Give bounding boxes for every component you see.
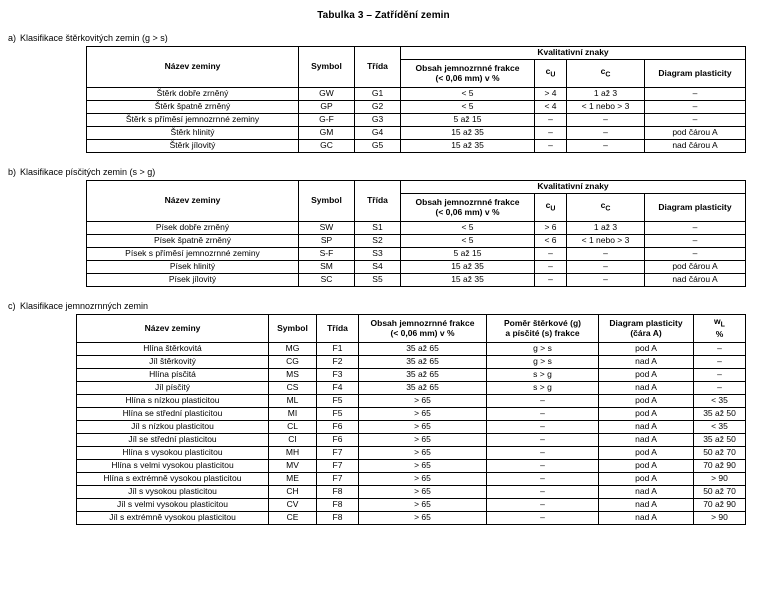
cell-pomer: – xyxy=(487,460,599,473)
cell-wl: 50 až 70 xyxy=(694,447,746,460)
cell-obsah: 15 až 35 xyxy=(401,274,535,287)
cell-cc: < 1 nebo > 3 xyxy=(567,235,645,248)
col-name: Název zeminy xyxy=(87,181,299,222)
cell-cc: – xyxy=(567,248,645,261)
col-obsah-frakce: Obsah jemnozrnné frakce (< 0,06 mm) v % xyxy=(401,60,535,88)
cell-cc: – xyxy=(567,261,645,274)
cell-diagram: nad A xyxy=(599,499,694,512)
table-header-row xyxy=(87,181,746,194)
col-pomer-frakce: Poměr štěrkové (g) a písčité (s) frakce xyxy=(487,315,599,343)
col-name: Název zeminy xyxy=(77,315,269,343)
cell-cu: < 4 xyxy=(535,101,567,114)
cell-obsah: > 65 xyxy=(359,499,487,512)
table-row xyxy=(77,460,746,473)
cell-name: Hlína s nízkou plasticitou xyxy=(77,395,269,408)
table-row xyxy=(77,343,746,356)
cell-name: Štěrk hlinitý xyxy=(87,127,299,140)
cell-obsah: 15 až 35 xyxy=(401,127,535,140)
cell-diagram: nad čárou A xyxy=(645,140,746,153)
cell-name: Písek hlinitý xyxy=(87,261,299,274)
cell-symbol: SM xyxy=(299,261,355,274)
cell-pomer: g > s xyxy=(487,356,599,369)
cell-name: Jíl s vysokou plasticitou xyxy=(77,486,269,499)
col-symbol: Symbol xyxy=(269,315,317,343)
cell-obsah: < 5 xyxy=(401,222,535,235)
cell-name: Jíl se střední plasticitou xyxy=(77,434,269,447)
cell-name: Jíl s extrémně vysokou plasticitou xyxy=(77,512,269,525)
section-a-label xyxy=(8,33,767,43)
cell-trida: G5 xyxy=(355,140,401,153)
page-title: Tabulka 3 – Zatřídění zemin xyxy=(317,10,450,21)
table-row xyxy=(77,356,746,369)
cell-wl: < 35 xyxy=(694,421,746,434)
cell-name: Jíl štěrkovitý xyxy=(77,356,269,369)
cell-symbol: SW xyxy=(299,222,355,235)
cell-trida: F7 xyxy=(317,460,359,473)
cell-obsah: > 65 xyxy=(359,460,487,473)
cell-trida: G2 xyxy=(355,101,401,114)
cell-wl: – xyxy=(694,382,746,395)
col-cc: $c_C$ xyxy=(567,60,645,88)
cell-symbol: S-F xyxy=(299,248,355,261)
cell-obsah: 35 až 65 xyxy=(359,356,487,369)
cell-trida: G1 xyxy=(355,88,401,101)
table-row xyxy=(87,101,746,114)
col-symbol: Symbol xyxy=(299,47,355,88)
table-row xyxy=(87,140,746,153)
table-row xyxy=(77,512,746,525)
cell-symbol: MI xyxy=(269,408,317,421)
cell-diagram: nad A xyxy=(599,382,694,395)
cell-wl: 50 až 70 xyxy=(694,486,746,499)
cell-obsah: > 65 xyxy=(359,395,487,408)
cell-trida: F8 xyxy=(317,512,359,525)
cell-symbol: GP xyxy=(299,101,355,114)
cell-trida: S2 xyxy=(355,235,401,248)
cell-obsah: < 5 xyxy=(401,88,535,101)
col-diagram-plasticity: Diagram plasticity xyxy=(645,60,746,88)
cell-name: Štěrk s příměsí jemnozrnné zeminy xyxy=(87,114,299,127)
cell-diagram: nad čárou A xyxy=(645,274,746,287)
cell-diagram: – xyxy=(645,88,746,101)
cell-trida: F4 xyxy=(317,382,359,395)
cell-trida: S3 xyxy=(355,248,401,261)
table-row xyxy=(77,369,746,382)
cell-cu: – xyxy=(535,274,567,287)
cell-wl: – xyxy=(694,356,746,369)
cell-name: Jíl s velmi vysokou plasticitou xyxy=(77,499,269,512)
table-row xyxy=(77,382,746,395)
cell-wl: 70 až 90 xyxy=(694,499,746,512)
col-kvalitativni-znaky: Kvalitativní znaky xyxy=(401,47,746,60)
table-row xyxy=(87,274,746,287)
cell-trida: F7 xyxy=(317,473,359,486)
cell-obsah: 35 až 65 xyxy=(359,382,487,395)
cell-pomer: – xyxy=(487,499,599,512)
cell-name: Hlína písčitá xyxy=(77,369,269,382)
cell-symbol: MG xyxy=(269,343,317,356)
section-a xyxy=(0,33,767,153)
cell-cc: < 1 nebo > 3 xyxy=(567,101,645,114)
table-row xyxy=(87,88,746,101)
cell-name: Štěrk špatně zrněný xyxy=(87,101,299,114)
cell-trida: F5 xyxy=(317,395,359,408)
cell-symbol: SP xyxy=(299,235,355,248)
cell-cc: – xyxy=(567,140,645,153)
table-row xyxy=(87,222,746,235)
cell-trida: F1 xyxy=(317,343,359,356)
cell-obsah: 15 až 35 xyxy=(401,140,535,153)
cell-trida: F3 xyxy=(317,369,359,382)
cell-name: Štěrk dobře zrněný xyxy=(87,88,299,101)
cell-name: Hlína s velmi vysokou plasticitou xyxy=(77,460,269,473)
section-c-caption: Klasifikace jemnozrnných zemin xyxy=(20,301,149,311)
cell-wl: 35 až 50 xyxy=(694,434,746,447)
cell-symbol: CE xyxy=(269,512,317,525)
cell-pomer: – xyxy=(487,486,599,499)
col-kvalitativni-znaky: Kvalitativní znaky xyxy=(401,181,746,194)
cell-symbol: GC xyxy=(299,140,355,153)
col-trida: Třída xyxy=(355,181,401,222)
cell-obsah: 5 až 15 xyxy=(401,114,535,127)
cell-symbol: CS xyxy=(269,382,317,395)
cell-wl: 70 až 90 xyxy=(694,460,746,473)
cell-obsah: 5 až 15 xyxy=(401,248,535,261)
cell-diagram: pod A xyxy=(599,395,694,408)
cell-diagram: pod A xyxy=(599,369,694,382)
cell-diagram: pod A xyxy=(599,473,694,486)
section-b-caption: Klasifikace písčitých zemin (s > g) xyxy=(20,167,156,177)
table-row xyxy=(77,486,746,499)
section-c-label xyxy=(8,301,767,311)
cell-symbol: MS xyxy=(269,369,317,382)
cell-diagram: – xyxy=(645,114,746,127)
cell-cu: – xyxy=(535,261,567,274)
section-a-caption: Klasifikace štěrkovitých zemin (g > s) xyxy=(20,33,168,43)
cell-symbol: CI xyxy=(269,434,317,447)
cell-diagram: nad A xyxy=(599,434,694,447)
cell-diagram: nad A xyxy=(599,486,694,499)
cell-trida: S4 xyxy=(355,261,401,274)
col-diagram-plasticity: Diagram plasticity (čára A) xyxy=(599,315,694,343)
cell-cc: 1 až 3 xyxy=(567,222,645,235)
cell-obsah: < 5 xyxy=(401,101,535,114)
cell-name: Jíl písčitý xyxy=(77,382,269,395)
cell-symbol: G-F xyxy=(299,114,355,127)
cell-obsah: 15 až 35 xyxy=(401,261,535,274)
cell-wl: 35 až 50 xyxy=(694,408,746,421)
cell-obsah: > 65 xyxy=(359,473,487,486)
cell-symbol: MV xyxy=(269,460,317,473)
cell-diagram: pod A xyxy=(599,447,694,460)
table-row xyxy=(77,421,746,434)
col-obsah-frakce: Obsah jemnozrnné frakce (< 0,06 mm) v % xyxy=(401,194,535,222)
table-header-row xyxy=(87,47,746,60)
cell-obsah: > 65 xyxy=(359,408,487,421)
cell-trida: G3 xyxy=(355,114,401,127)
cell-trida: S5 xyxy=(355,274,401,287)
cell-symbol: CL xyxy=(269,421,317,434)
section-c xyxy=(0,301,767,525)
table-row xyxy=(77,395,746,408)
col-symbol: Symbol xyxy=(299,181,355,222)
cell-trida: F8 xyxy=(317,499,359,512)
cell-diagram: nad A xyxy=(599,512,694,525)
section-b-letter: b) xyxy=(8,167,17,177)
cell-obsah: 35 až 65 xyxy=(359,369,487,382)
col-trida: Třída xyxy=(355,47,401,88)
cell-trida: S1 xyxy=(355,222,401,235)
cell-trida: F2 xyxy=(317,356,359,369)
section-c-letter: c) xyxy=(8,301,16,311)
section-b-label xyxy=(8,167,767,177)
cell-wl: < 35 xyxy=(694,395,746,408)
col-wl: $w_L$ % xyxy=(694,315,746,343)
col-cu: $c_U$ xyxy=(535,60,567,88)
cell-name: Štěrk jílovitý xyxy=(87,140,299,153)
cell-name: Písek dobře zrněný xyxy=(87,222,299,235)
section-b xyxy=(0,167,767,287)
cell-symbol: CH xyxy=(269,486,317,499)
cell-cc: – xyxy=(567,274,645,287)
table-row xyxy=(77,473,746,486)
cell-symbol: GW xyxy=(299,88,355,101)
cell-name: Písek špatně zrněný xyxy=(87,235,299,248)
cell-diagram: nad A xyxy=(599,356,694,369)
cell-pomer: s > g xyxy=(487,369,599,382)
col-diagram-plasticity: Diagram plasticity xyxy=(645,194,746,222)
cell-wl: – xyxy=(694,369,746,382)
cell-symbol: CG xyxy=(269,356,317,369)
cell-diagram: nad A xyxy=(599,421,694,434)
cell-wl: > 90 xyxy=(694,473,746,486)
cell-trida: F8 xyxy=(317,486,359,499)
cell-trida: F6 xyxy=(317,434,359,447)
cell-cu: – xyxy=(535,114,567,127)
cell-diagram: – xyxy=(645,222,746,235)
cell-pomer: – xyxy=(487,512,599,525)
section-a-letter: a) xyxy=(8,33,17,43)
table-row xyxy=(77,499,746,512)
cell-obsah: > 65 xyxy=(359,512,487,525)
col-cc: $c_C$ xyxy=(567,194,645,222)
table-row xyxy=(87,235,746,248)
col-obsah-frakce: Obsah jemnozrnné frakce (< 0,06 mm) v % xyxy=(359,315,487,343)
cell-cu: > 4 xyxy=(535,88,567,101)
cell-obsah: 35 až 65 xyxy=(359,343,487,356)
cell-cu: – xyxy=(535,248,567,261)
cell-name: Hlína štěrkovitá xyxy=(77,343,269,356)
cell-obsah: > 65 xyxy=(359,486,487,499)
cell-diagram: pod čárou A xyxy=(645,127,746,140)
cell-pomer: – xyxy=(487,447,599,460)
cell-diagram: pod A xyxy=(599,460,694,473)
cell-diagram: – xyxy=(645,248,746,261)
cell-wl: > 90 xyxy=(694,512,746,525)
cell-cu: > 6 xyxy=(535,222,567,235)
cell-wl: – xyxy=(694,343,746,356)
cell-diagram: – xyxy=(645,235,746,248)
cell-name: Písek jílovitý xyxy=(87,274,299,287)
cell-name: Písek s příměsí jemnozrnné zeminy xyxy=(87,248,299,261)
cell-diagram: pod čárou A xyxy=(645,261,746,274)
cell-symbol: GM xyxy=(299,127,355,140)
cell-cc: – xyxy=(567,114,645,127)
cell-obsah: > 65 xyxy=(359,421,487,434)
cell-name: Hlína s vysokou plasticitou xyxy=(77,447,269,460)
cell-diagram: pod A xyxy=(599,408,694,421)
cell-pomer: – xyxy=(487,395,599,408)
cell-symbol: ME xyxy=(269,473,317,486)
col-name: Název zeminy xyxy=(87,47,299,88)
cell-diagram: pod A xyxy=(599,343,694,356)
cell-cu: – xyxy=(535,127,567,140)
cell-symbol: MH xyxy=(269,447,317,460)
table-row xyxy=(87,127,746,140)
col-trida: Třída xyxy=(317,315,359,343)
cell-trida: F6 xyxy=(317,421,359,434)
table-row xyxy=(87,114,746,127)
cell-trida: G4 xyxy=(355,127,401,140)
cell-pomer: – xyxy=(487,408,599,421)
cell-trida: F5 xyxy=(317,408,359,421)
cell-diagram: – xyxy=(645,101,746,114)
table-header-row xyxy=(77,315,746,343)
cell-trida: F7 xyxy=(317,447,359,460)
cell-pomer: – xyxy=(487,434,599,447)
table-row xyxy=(77,408,746,421)
cell-symbol: SC xyxy=(299,274,355,287)
table-sandy-soils xyxy=(86,180,746,287)
cell-cu: < 6 xyxy=(535,235,567,248)
table-row xyxy=(77,434,746,447)
document-page xyxy=(0,10,767,593)
cell-pomer: – xyxy=(487,473,599,486)
cell-obsah: < 5 xyxy=(401,235,535,248)
cell-cc: – xyxy=(567,127,645,140)
cell-name: Jíl s nízkou plasticitou xyxy=(77,421,269,434)
cell-symbol: CV xyxy=(269,499,317,512)
table-row xyxy=(87,261,746,274)
cell-cc: 1 až 3 xyxy=(567,88,645,101)
cell-name: Hlína s extrémně vysokou plasticitou xyxy=(77,473,269,486)
cell-symbol: ML xyxy=(269,395,317,408)
cell-pomer: – xyxy=(487,421,599,434)
cell-pomer: g > s xyxy=(487,343,599,356)
cell-pomer: s > g xyxy=(487,382,599,395)
table-row xyxy=(77,447,746,460)
cell-obsah: > 65 xyxy=(359,434,487,447)
cell-name: Hlína se střední plasticitou xyxy=(77,408,269,421)
col-cu: $c_U$ xyxy=(535,194,567,222)
table-fine-grained-soils xyxy=(76,314,746,525)
cell-obsah: > 65 xyxy=(359,447,487,460)
cell-cu: – xyxy=(535,140,567,153)
table-gravel-soils xyxy=(86,46,746,153)
table-row xyxy=(87,248,746,261)
